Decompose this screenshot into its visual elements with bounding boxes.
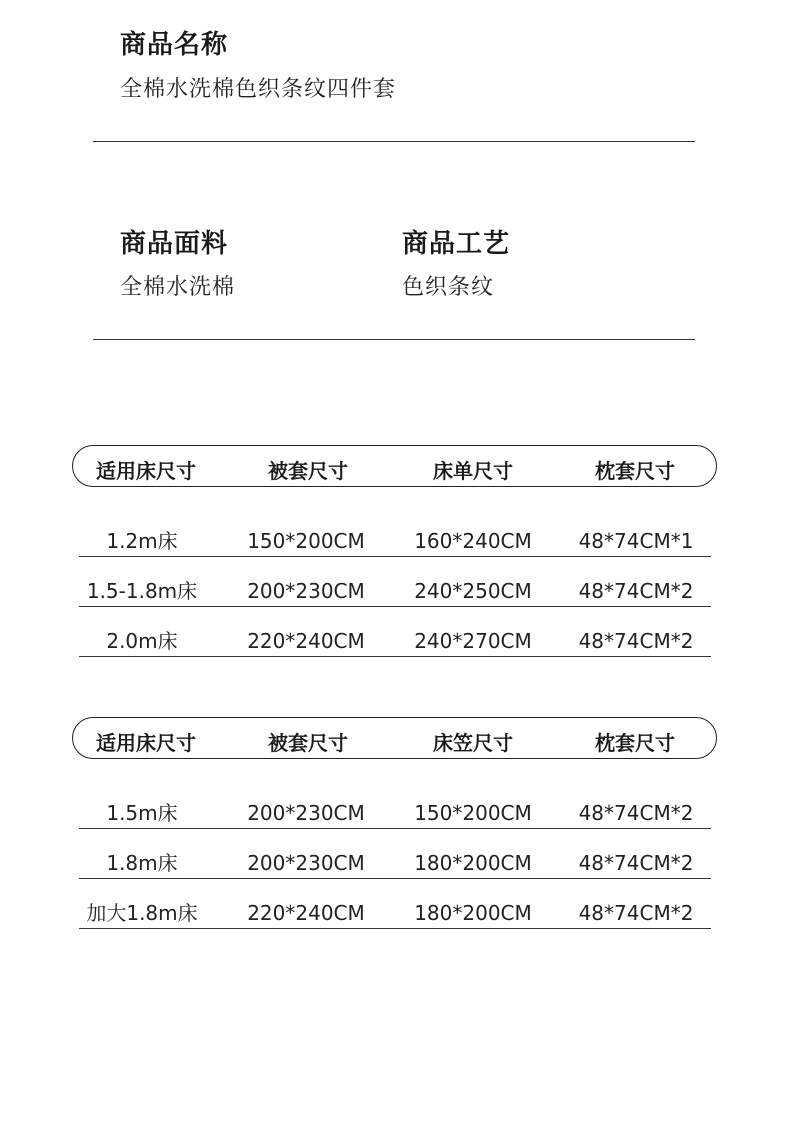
row-divider — [79, 928, 711, 929]
table-cell: 48*74CM*1 — [578, 529, 694, 553]
table2-header-duvet-size: 被套尺寸 — [268, 731, 348, 755]
table-cell: 240*270CM — [414, 629, 532, 653]
table-cell: 220*240CM — [247, 629, 365, 653]
table-cell: 150*200CM — [414, 801, 532, 825]
fabric-value: 全棉水洗棉 — [120, 275, 236, 300]
table-cell: 180*200CM — [414, 851, 532, 875]
table2-header-bed-size: 适用床尺寸 — [96, 731, 196, 755]
table-cell: 48*74CM*2 — [578, 629, 694, 653]
table2-header-fitted-sheet-size: 床笠尺寸 — [433, 731, 513, 755]
table1-header-sheet-size: 床单尺寸 — [433, 459, 513, 483]
table-cell: 48*74CM*2 — [578, 801, 694, 825]
table1-header-duvet-size: 被套尺寸 — [268, 459, 348, 483]
product-name-title: 商品名称 — [120, 30, 229, 60]
table-cell: 150*200CM — [247, 529, 365, 553]
table1-header — [72, 445, 717, 487]
table-cell: 1.5m床 — [106, 801, 178, 825]
table2-header — [72, 717, 717, 759]
craft-value: 色织条纹 — [402, 275, 495, 300]
table-cell: 160*240CM — [414, 529, 532, 553]
table-row — [79, 527, 711, 577]
table-cell: 加大1.8m床 — [86, 901, 198, 925]
table-cell: 48*74CM*2 — [578, 901, 694, 925]
row-divider — [79, 606, 711, 607]
table1-header-pillowcase-size: 枕套尺寸 — [595, 459, 675, 483]
table-cell: 1.5-1.8m床 — [86, 579, 198, 603]
table-row — [79, 799, 711, 849]
divider — [93, 339, 695, 340]
table-cell: 200*230CM — [247, 579, 365, 603]
table-row — [79, 899, 711, 949]
row-divider — [79, 828, 711, 829]
table-cell: 180*200CM — [414, 901, 532, 925]
table1-header-bed-size: 适用床尺寸 — [96, 459, 196, 483]
table-cell: 1.8m床 — [106, 851, 178, 875]
table-cell: 48*74CM*2 — [578, 579, 694, 603]
table-cell: 2.0m床 — [106, 629, 178, 653]
craft-title: 商品工艺 — [402, 229, 511, 259]
table-row — [79, 849, 711, 899]
table-cell: 220*240CM — [247, 901, 365, 925]
table-cell: 200*230CM — [247, 801, 365, 825]
divider — [93, 141, 695, 142]
row-divider — [79, 656, 711, 657]
table-row — [79, 627, 711, 677]
table2-header-pillowcase-size: 枕套尺寸 — [595, 731, 675, 755]
product-name-value: 全棉水洗棉色织条纹四件套 — [120, 77, 397, 102]
row-divider — [79, 878, 711, 879]
table-cell: 48*74CM*2 — [578, 851, 694, 875]
table-cell: 240*250CM — [414, 579, 532, 603]
table-cell: 200*230CM — [247, 851, 365, 875]
table-row — [79, 577, 711, 627]
fabric-title: 商品面料 — [120, 229, 229, 259]
row-divider — [79, 556, 711, 557]
table-cell: 1.2m床 — [106, 529, 178, 553]
